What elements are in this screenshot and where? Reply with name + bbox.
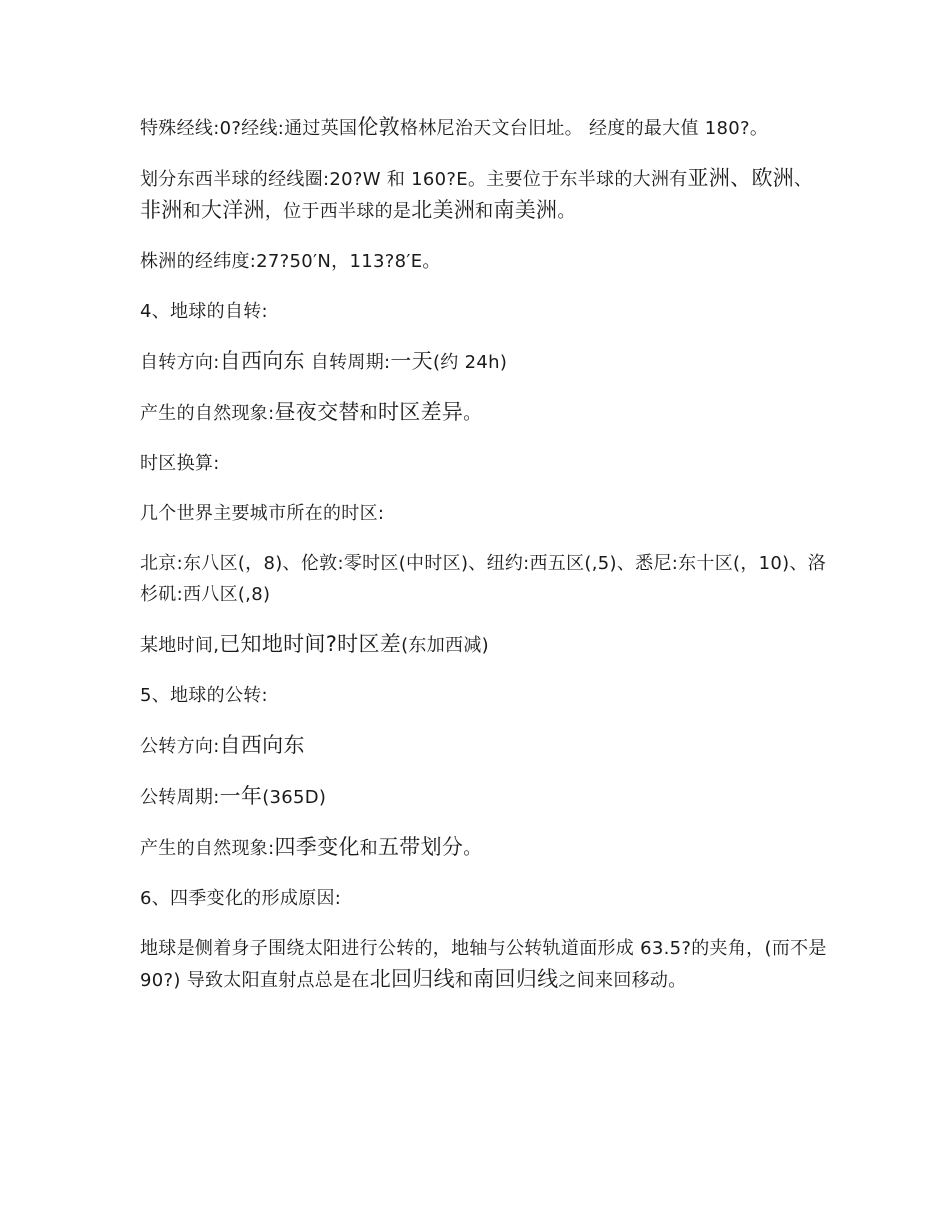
text-run: (东加西减)	[401, 635, 489, 656]
emphasized-text: 五带划分	[377, 835, 464, 859]
text-run: 和	[454, 970, 474, 991]
text-run: 自转周期:	[304, 352, 391, 373]
emphasized-text: 时区差异	[377, 400, 464, 424]
paragraph	[140, 246, 830, 277]
text-run: 某地时间,	[140, 635, 220, 656]
emphasized-text: 一年	[219, 784, 263, 808]
emphasized-text: 南美洲	[493, 198, 558, 222]
paragraph	[140, 448, 830, 479]
emphasized-text: 四季变化	[274, 835, 360, 859]
text-run: 自转方向:	[140, 352, 220, 373]
paragraph	[140, 548, 830, 610]
emphasized-text: 自西向东	[219, 733, 305, 757]
text-run: 4、地球的自转:	[140, 301, 268, 322]
paragraph	[140, 163, 830, 227]
paragraph	[140, 112, 830, 144]
emphasized-text: 非洲	[140, 198, 183, 222]
emphasized-text: 大洋洲	[200, 198, 265, 222]
paragraph	[140, 730, 830, 762]
paragraph	[140, 498, 830, 529]
emphasized-text: 自西向东	[219, 349, 305, 373]
document-page	[140, 112, 830, 1015]
emphasized-text: 已知地时间?时区差	[219, 632, 402, 656]
paragraph	[140, 883, 830, 914]
text-run: ，位于西半球的是	[264, 201, 412, 222]
text-run: 、	[794, 169, 813, 190]
text-run: 和	[475, 201, 494, 222]
text-run: 时区换算:	[140, 453, 220, 474]
paragraph	[140, 933, 830, 996]
text-run: 特殊经线:0?经线:通过英国	[140, 118, 358, 139]
paragraph	[140, 397, 830, 429]
emphasized-text: 北美洲	[411, 198, 476, 222]
paragraph	[140, 629, 830, 661]
text-run: 北京:东八区(，8)、伦敦:零时区(中时区)、纽约:西五区(,5)、悉尼:东十区(，10)、洛杉矶:西八区(,8)	[140, 553, 827, 605]
text-run: 6、四季变化的形成原因:	[140, 888, 342, 909]
emphasized-text: 亚洲、欧洲	[687, 166, 795, 190]
paragraph	[140, 832, 830, 864]
text-run: 。	[557, 201, 576, 222]
text-run: (约 24h)	[432, 352, 508, 373]
emphasized-text: 一天	[390, 349, 433, 373]
text-run: 株洲的经纬度:27?50′N，113?8′E。	[140, 251, 441, 272]
text-run: 划分东西半球的经线圈:20?W 和 160?E。主要位于东半球的大洲有	[140, 169, 688, 190]
emphasized-text: 南回归线	[473, 967, 559, 991]
text-run: (365D)	[262, 787, 327, 808]
text-run: 公转周期:	[140, 787, 220, 808]
text-run: 。	[463, 838, 482, 859]
text-run: 产生的自然现象:	[140, 838, 275, 859]
text-run: 公转方向:	[140, 736, 220, 757]
paragraph	[140, 296, 830, 327]
text-run: 。	[463, 403, 482, 424]
paragraph	[140, 680, 830, 711]
emphasized-text: 北回归线	[369, 967, 455, 991]
text-run: 产生的自然现象:	[140, 403, 275, 424]
text-run: 格林尼治天文台旧址。 经度的最大值 180?。	[399, 118, 769, 139]
text-run: 之间来回移动。	[558, 970, 687, 991]
paragraph	[140, 781, 830, 813]
text-run: 和	[359, 403, 378, 424]
text-run: 5、地球的公转:	[140, 685, 268, 706]
emphasized-text: 伦敦	[357, 115, 400, 139]
emphasized-text: 昼夜交替	[274, 400, 360, 424]
text-run: 和	[359, 838, 378, 859]
paragraph	[140, 346, 830, 378]
text-run: 几个世界主要城市所在的时区:	[140, 503, 385, 524]
text-run: 和	[182, 201, 201, 222]
text-run: 地球是侧着身子围绕太阳进行公转的，地轴与公转轨道面形成 63.5?的夹角，(而不是 90?) 导致太阳直射点总是在	[140, 938, 827, 991]
